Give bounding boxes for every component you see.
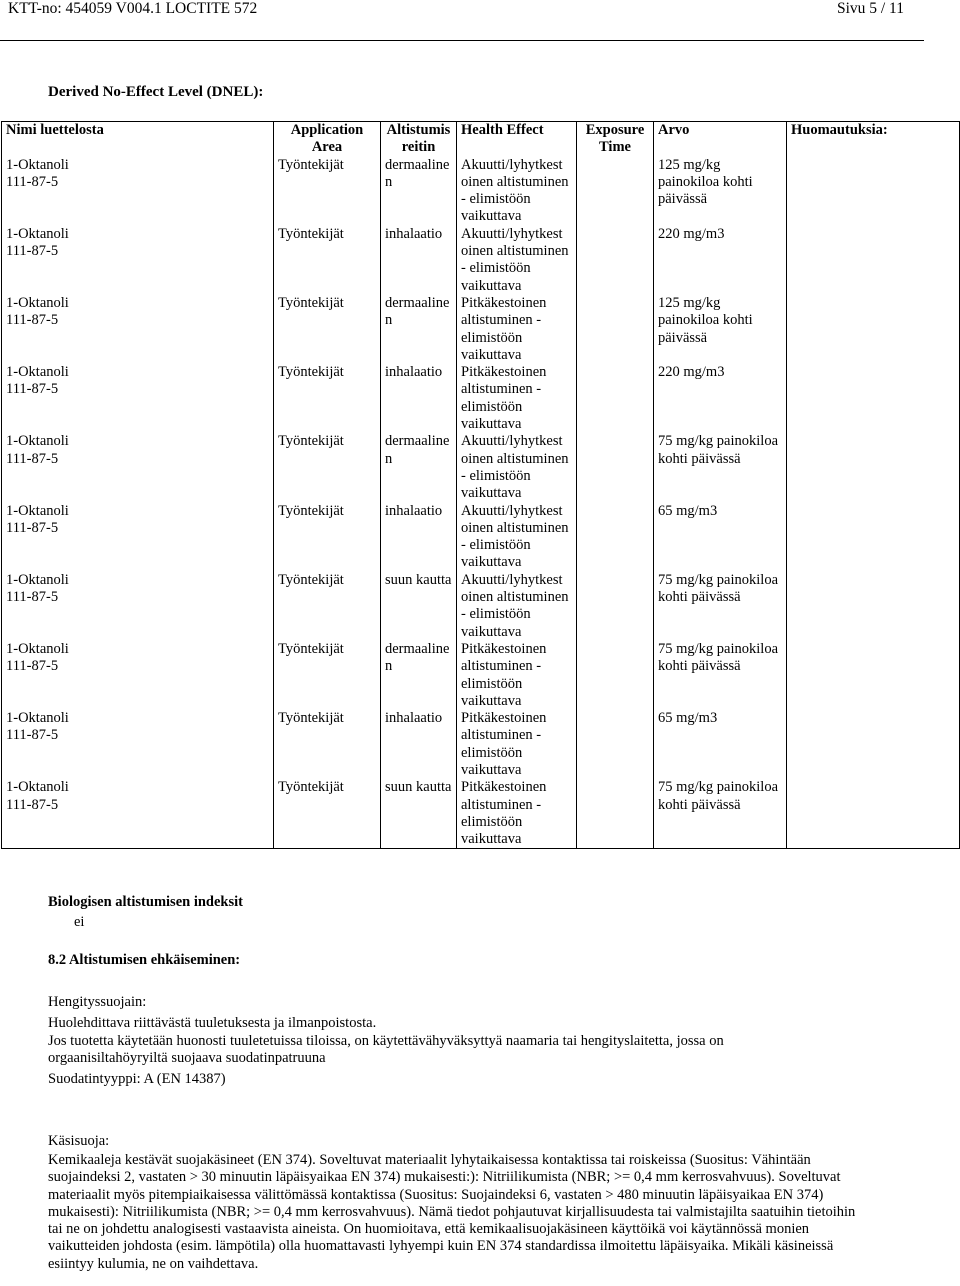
table-row	[2, 572, 960, 641]
row-exposure-time	[577, 779, 654, 849]
row-notes	[787, 779, 960, 849]
substance-name: 1-Oktanoli 111-87-5	[6, 779, 69, 813]
row-exposure-time	[577, 710, 654, 779]
row-value: 75 mg/kg painokiloa kohti päivässä	[654, 779, 787, 849]
substance-name: 1-Oktanoli 111-87-5	[6, 364, 69, 398]
table-row	[2, 226, 960, 295]
row-notes	[787, 226, 960, 295]
section-8-2-title: 8.2 Altistumisen ehkäiseminen:	[48, 952, 241, 968]
table-row	[2, 779, 960, 849]
row-health-effect: Pitkäkestoinen altistuminen - elimistöön vaikuttava	[457, 295, 577, 364]
col-header-time: Exposure Time	[577, 122, 654, 157]
row-substance	[2, 572, 274, 641]
col-header-notes: Huomautuksia:	[787, 122, 960, 157]
table-row	[2, 710, 960, 779]
row-health-effect: Akuutti/lyhytkest oinen altistuminen - elimistöön vaikuttava	[457, 433, 577, 502]
row-notes	[787, 433, 960, 502]
row-exposure-time	[577, 157, 654, 226]
row-exposure-route: dermaaline n	[381, 295, 457, 364]
row-exposure-route: inhalaatio	[381, 226, 457, 295]
page-header	[8, 0, 952, 22]
row-substance	[2, 433, 274, 502]
row-value: 220 mg/m3	[654, 364, 787, 433]
row-substance	[2, 503, 274, 572]
row-application-area: Työntekijät	[274, 295, 381, 364]
row-health-effect: Akuutti/lyhytkest oinen altistuminen - elimistöön vaikuttava	[457, 503, 577, 572]
respiratory-filter-type: Suodatintyyppi: A (EN 14387)	[48, 1071, 226, 1087]
col-header-area: Application Area	[274, 122, 381, 157]
row-exposure-route: inhalaatio	[381, 364, 457, 433]
table-row	[2, 364, 960, 433]
respiratory-heading: Hengityssuojain:	[48, 994, 147, 1010]
row-exposure-route: dermaaline n	[381, 433, 457, 502]
row-notes	[787, 157, 960, 226]
table-row	[2, 503, 960, 572]
row-substance	[2, 710, 274, 779]
row-application-area: Työntekijät	[274, 226, 381, 295]
row-substance	[2, 641, 274, 710]
row-substance	[2, 364, 274, 433]
col-header-effect: Health Effect	[457, 122, 577, 157]
row-exposure-route: inhalaatio	[381, 503, 457, 572]
substance-name: 1-Oktanoli 111-87-5	[6, 710, 69, 744]
header-divider	[0, 40, 924, 41]
row-value: 65 mg/m3	[654, 710, 787, 779]
dnel-title: Derived No-Effect Level (DNEL):	[48, 84, 264, 100]
row-substance	[2, 157, 274, 226]
dnel-body	[2, 157, 960, 849]
row-exposure-time	[577, 503, 654, 572]
row-exposure-time	[577, 433, 654, 502]
row-exposure-route: suun kautta	[381, 572, 457, 641]
bio-index-title: Biologisen altistumisen indeksit	[48, 894, 243, 910]
row-value: 125 mg/kg painokiloa kohti päivässä	[654, 157, 787, 226]
col-header-name: Nimi luettelosta	[2, 122, 274, 157]
row-substance	[2, 226, 274, 295]
substance-name: 1-Oktanoli 111-87-5	[6, 502, 69, 536]
row-value: 75 mg/kg painokiloa kohti päivässä	[654, 641, 787, 710]
row-application-area: Työntekijät	[274, 364, 381, 433]
substance-name: 1-Oktanoli 111-87-5	[6, 294, 69, 329]
row-notes	[787, 572, 960, 641]
row-application-area: Työntekijät	[274, 779, 381, 849]
col-header-route: Altistumis reitin	[381, 122, 457, 157]
substance-name: 1-Oktanoli 111-87-5	[6, 156, 69, 190]
substance-name: 1-Oktanoli 111-87-5	[6, 433, 69, 467]
row-substance	[2, 779, 274, 849]
row-health-effect: Akuutti/lyhytkest oinen altistuminen - elimistöön vaikuttava	[457, 226, 577, 295]
table-row	[2, 641, 960, 710]
row-application-area: Työntekijät	[274, 572, 381, 641]
table-row	[2, 295, 960, 364]
row-value: 65 mg/m3	[654, 503, 787, 572]
row-health-effect: Pitkäkestoinen altistuminen - elimistöön vaikuttava	[457, 779, 577, 849]
substance-name: 1-Oktanoli 111-87-5	[6, 640, 69, 675]
row-exposure-time	[577, 226, 654, 295]
row-notes	[787, 503, 960, 572]
row-health-effect: Akuutti/lyhytkest oinen altistuminen - elimistöön vaikuttava	[457, 157, 577, 226]
respiratory-line-1: Huolehdittava riittävästä tuuletuksesta ja ilmanpoistosta.	[48, 1015, 377, 1031]
row-health-effect: Pitkäkestoinen altistuminen - elimistöön vaikuttava	[457, 364, 577, 433]
row-health-effect: Akuutti/lyhytkest oinen altistuminen - elimistöön vaikuttava	[457, 572, 577, 641]
row-exposure-time	[577, 641, 654, 710]
row-exposure-time	[577, 572, 654, 641]
dnel-header-row	[2, 122, 960, 157]
row-notes	[787, 641, 960, 710]
row-substance	[2, 295, 274, 364]
row-exposure-route: dermaaline n	[381, 157, 457, 226]
document-id: KTT-no: 454059 V004.1 LOCTITE 572	[8, 0, 258, 17]
row-application-area: Työntekijät	[274, 433, 381, 502]
row-notes	[787, 710, 960, 779]
row-notes	[787, 295, 960, 364]
row-exposure-route: suun kautta	[381, 779, 457, 849]
substance-name: 1-Oktanoli 111-87-5	[6, 571, 69, 606]
bio-index-value: ei	[74, 914, 85, 930]
row-value: 220 mg/m3	[654, 226, 787, 295]
row-exposure-route: inhalaatio	[381, 710, 457, 779]
table-row	[2, 433, 960, 502]
respiratory-line-2: Jos tuotetta käytetään huonosti tuuletetuissa tiloissa, on käytettävähyväksyttyä naamaria tai hengityslaitetta, jossa on orgaanisiltahöyryiltä suojaava suodatinpatruuna	[48, 1033, 724, 1067]
row-notes	[787, 364, 960, 433]
row-exposure-route: dermaaline n	[381, 641, 457, 710]
dnel-table	[1, 121, 960, 849]
hand-heading: Käsisuoja:	[48, 1133, 110, 1149]
row-health-effect: Pitkäkestoinen altistuminen - elimistöön vaikuttava	[457, 710, 577, 779]
page-number: Sivu 5 / 11	[836, 0, 904, 17]
row-application-area: Työntekijät	[274, 503, 381, 572]
row-application-area: Työntekijät	[274, 641, 381, 710]
row-value: 75 mg/kg painokiloa kohti päivässä	[654, 433, 787, 502]
hand-text: Kemikaaleja kestävät suojakäsineet (EN 374). Soveltuvat materiaalit lyhytaikaisessa kontaktissa tai roiskeissa (Suositus: Vähintään suojaindeksi 2, vastaten > 30 minuutin läpäisyaikaa EN 374) mukaisesti:): Nitriilikumista (NBR; >= 0,4 mm kerrosvahvuus). Soveltuvat materiaalit myös pitempiaikaisessa välittömässä kontaktissa (Suositus: Suojaindeksi 6, vastaten > 480 minuutin läpäisyaikaa EN 374) mukaisesti): Nitriilikumista (NBR; >= 0,4 mm kerrosvahvuus). Nämä tiedot pohjautuvat kirjallisuudesta tai valmistajilta saatuihin tietoihin tai ne on johdettu analogisesti vastaavista aineista. On huomioitava, että kemikaalisuojakäsineen käyttöikä voi käytännössä monien vaikutteiden johdosta (esim. lämpötila) olla huomattavasti lyhyempi kuin EN 374 standardissa ilmoitettu läpäisyaika. Mikäli käsineissä esiintyy kulumia, ne on vaihdettava.	[48, 1152, 856, 1272]
row-exposure-time	[577, 295, 654, 364]
row-value: 125 mg/kg painokiloa kohti päivässä	[654, 295, 787, 364]
row-application-area: Työntekijät	[274, 710, 381, 779]
table-row	[2, 157, 960, 226]
row-value: 75 mg/kg painokiloa kohti päivässä	[654, 572, 787, 641]
row-application-area: Työntekijät	[274, 157, 381, 226]
col-header-value: Arvo	[654, 122, 787, 157]
row-exposure-time	[577, 364, 654, 433]
substance-name: 1-Oktanoli 111-87-5	[6, 225, 69, 260]
row-health-effect: Pitkäkestoinen altistuminen - elimistöön vaikuttava	[457, 641, 577, 710]
